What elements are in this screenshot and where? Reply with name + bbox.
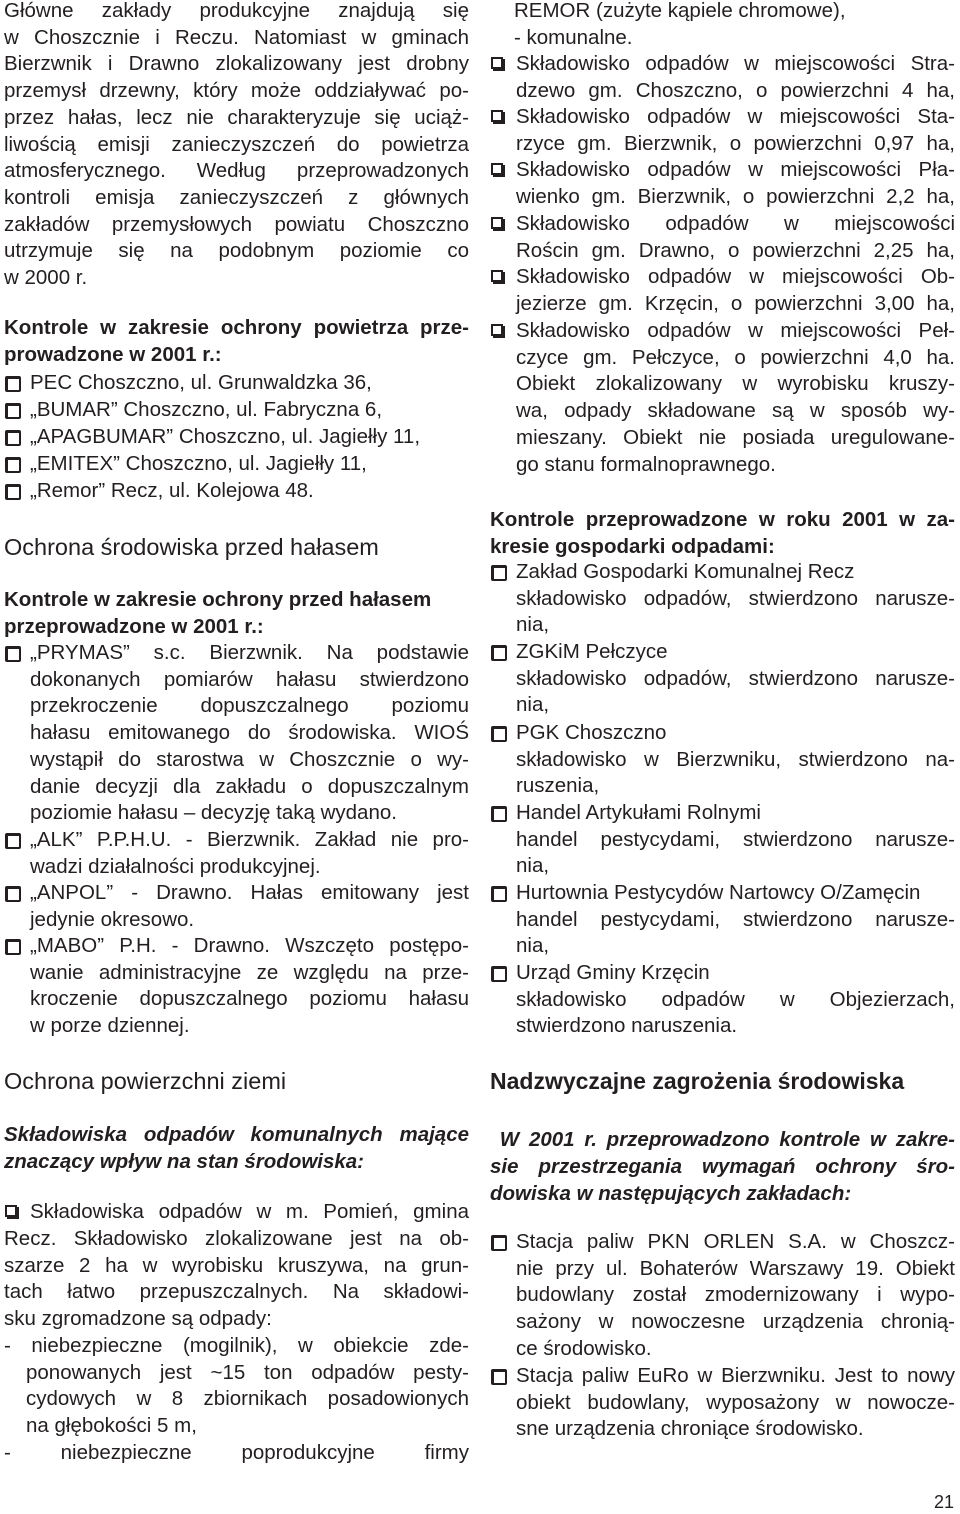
- text-line: Hurtownia Pestycydów Nartowcy O/Zamęcin: [516, 881, 921, 904]
- checkbox-bullet-icon: [5, 376, 21, 392]
- list-item: [4, 827, 469, 880]
- text-line: „ANPOL” - Drawno. Hałas emitowany jest: [30, 881, 469, 904]
- text-line: „ALK” P.P.H.U. - Bierzwnik. Zakład nie pro-: [30, 828, 469, 851]
- text-line: Składowisko odpadów w miejscowości Sta-: [516, 105, 955, 128]
- square-bullet-icon: [491, 57, 503, 69]
- text-line: - niebezpieczne (mogilnik), w obiekcie zde-: [4, 1334, 469, 1357]
- text-line: Obiekt zlokalizowany w wyrobisku kruszy-: [516, 372, 955, 396]
- square-bullet-icon: [491, 163, 503, 175]
- text-line: ce środowisko.: [516, 1336, 652, 1360]
- list-item: [490, 104, 955, 157]
- text-line: przez hałas, lecz nie charakteryzuje się uciąż-: [4, 105, 469, 129]
- text-line: Składowisko odpadów w miejscowości Pła-: [516, 158, 955, 181]
- text-line: Składowisko odpadów w miejscowości Peł-: [516, 319, 955, 342]
- square-bullet-icon: [491, 110, 503, 122]
- list-item: [4, 451, 469, 478]
- heading-line: przeprowadzone w 2001 r.:: [4, 615, 264, 638]
- list-item: [4, 397, 469, 424]
- text-line: utrzymuje się na podobnym poziomie co: [4, 239, 469, 263]
- noise-control-heading: [4, 586, 469, 640]
- text-line: przekroczenie dopuszczalnego poziomu: [30, 694, 469, 718]
- text-line: ponowanych jest ~15 ton odpadów pesty-: [26, 1360, 469, 1384]
- list-item-text: „BUMAR” Choszczno, ul. Fabryczna 6,: [30, 398, 383, 421]
- text-line: jezierze gm. Krzęcin, o powierzchni 3,00 ha,: [516, 291, 955, 315]
- text-line: budowlany został zmodernizowany i wypo-: [516, 1283, 955, 1307]
- text-line: w 2000 r.: [4, 266, 88, 290]
- text-line: dzewo gm. Choszczno, o powierzchni 4 ha,: [516, 78, 955, 102]
- text-line: handel pestycydami, stwierdzono narusze-: [516, 827, 955, 851]
- square-bullet-icon: [491, 270, 503, 282]
- checkbox-bullet-icon: [491, 726, 507, 742]
- text-line: - niebezpieczne poprodukcyjne firmy: [4, 1440, 469, 1464]
- text-line: danie decyzji dla zakładu o dopuszczalnym: [30, 774, 469, 798]
- text-line: mieszany. Obiekt nie posiada uregulowane-: [516, 425, 955, 449]
- text-line: ZGKiM Pełczyce: [516, 640, 668, 663]
- text-line: REMOR (zużyte kąpiele chromowe),: [514, 0, 846, 22]
- text-line: dokonanych pomiarów hałasu stwierdzono: [30, 667, 469, 691]
- square-bullet-icon: [491, 324, 503, 336]
- list-item-text: „APAGBUMAR” Choszczno, ul. Jagiełły 11,: [30, 425, 421, 448]
- checkbox-bullet-icon: [5, 646, 21, 662]
- section-title-emergency: Nadzwyczajne zagrożenia środowiska: [490, 1068, 905, 1094]
- text-line: szarze 2 ha w wyrobisku kruszywa, na grun-: [4, 1253, 469, 1277]
- text-line: Główne zakłady produkcyjne znajdują się: [4, 0, 469, 22]
- text-line: kroczenie dopuszczalnego poziomu hałasu: [30, 987, 469, 1011]
- list-item: [490, 1229, 955, 1363]
- heading-line: Kontrole w zakresie ochrony przed hałasem: [4, 588, 432, 611]
- text-line: PGK Choszczno: [516, 721, 667, 744]
- text-line: w Choszcznie i Reczu. Natomiast w gminach: [4, 25, 469, 49]
- list-item: [490, 157, 955, 210]
- heading-line: W 2001 r. przeprowadzono kontrole w zakre-: [490, 1128, 955, 1151]
- checkbox-bullet-icon: [5, 403, 21, 419]
- list-item: [490, 1363, 955, 1443]
- text-line: atmosferycznego. Według przeprowadzonych: [4, 159, 469, 183]
- text-line: zakładów przemysłowych powiatu Choszczno: [4, 212, 469, 236]
- text-line: hałasu emitowanego do środowiska. WIOŚ: [30, 721, 469, 745]
- checkbox-bullet-icon: [491, 1369, 507, 1385]
- text-line: nia,: [516, 934, 550, 958]
- text-line: Recz. Składowisko zlokalizowane jest na ob-: [4, 1227, 469, 1250]
- list-item: [490, 51, 955, 104]
- list-item: [4, 880, 469, 933]
- text-line: sne urządzenia chroniące środowisko.: [516, 1417, 864, 1441]
- text-line: w porze dziennej.: [30, 1014, 190, 1038]
- text-line: nia,: [516, 613, 550, 637]
- list-item: [490, 559, 955, 639]
- text-line: składowisko w Bierzwniku, stwierdzono na-: [516, 747, 955, 771]
- air-control-heading: [4, 314, 469, 368]
- heading-line: Kontrole przeprowadzone w roku 2001 w za-: [490, 508, 955, 531]
- list-item: [4, 933, 469, 1040]
- dash-list: [4, 1333, 469, 1467]
- checkbox-bullet-icon: [491, 806, 507, 822]
- text-line: wystąpił do starostwa w Choszcznie o wy-: [30, 747, 469, 771]
- text-line: sku zgromadzone są odpady:: [4, 1307, 272, 1331]
- text-line: składowisko odpadów w Objezierzach,: [516, 987, 955, 1011]
- checkbox-bullet-icon: [5, 484, 21, 500]
- text-line: składowisko odpadów, stwierdzono narusze-: [516, 586, 955, 610]
- checkbox-bullet-icon: [5, 833, 21, 849]
- text-line: przemysł drzewny, który może oddziaływać po-: [4, 79, 469, 103]
- text-line: wanie administracyjne ze względu na prze-: [30, 960, 469, 984]
- text-line: sażony w nowoczesne urządzenia chronią-: [516, 1310, 955, 1334]
- intro-paragraph: [4, 0, 469, 292]
- text-line: Zakład Gospodarki Komunalnej Recz: [516, 560, 855, 583]
- text-line: Stacja paliw EuRo w Bierzwniku. Jest to nowy: [516, 1364, 955, 1387]
- text-line: Składowiska odpadów w m. Pomień, gmina: [30, 1200, 469, 1223]
- text-line: wienko gm. Bierzwnik, o powierzchni 2,2 ha,: [516, 184, 955, 208]
- text-line: wadzi działalności produkcyjnej.: [30, 854, 321, 878]
- text-line: Stacja paliw PKN ORLEN S.A. w Choszcz-: [516, 1230, 955, 1253]
- text-line: nia,: [516, 854, 550, 878]
- text-line: „MABO” P.H. - Drawno. Wszczęto postępo-: [30, 934, 469, 957]
- text-line: - komunalne.: [514, 25, 633, 49]
- list-item: [490, 639, 955, 719]
- heading-line: znaczący wpływ na stan środowiska:: [4, 1150, 365, 1173]
- section-title-noise: Ochrona środowiska przed hałasem: [4, 534, 379, 560]
- text-line: jedynie okresowo.: [30, 907, 195, 931]
- list-item: [490, 318, 955, 478]
- text-line: Handel Artykułami Rolnymi: [516, 801, 761, 824]
- list-item: [490, 211, 955, 264]
- checkbox-bullet-icon: [491, 966, 507, 982]
- square-bullet-icon: [491, 217, 503, 229]
- continued-list: [514, 0, 955, 51]
- list-item: [490, 880, 955, 960]
- list-item: [490, 720, 955, 800]
- text-line: czyce gm. Pełczyce, o powierzchni 4,0 ha.: [516, 345, 955, 369]
- text-line: tach łatwo przepuszczalnych. Na składowi-: [4, 1280, 469, 1304]
- text-line: rzyce gm. Bierzwnik, o powierzchni 0,97 ha,: [516, 131, 955, 155]
- text-line: Rościn gm. Drawno, o powierzchni 2,25 ha,: [516, 238, 955, 262]
- checkbox-bullet-icon: [491, 565, 507, 581]
- text-line: składowisko odpadów, stwierdzono narusze-: [516, 666, 955, 690]
- landfill-heading: [4, 1121, 469, 1175]
- text-line: nia,: [516, 693, 550, 717]
- list-item: [4, 424, 469, 451]
- checkbox-bullet-icon: [5, 430, 21, 446]
- checkbox-bullet-icon: [5, 939, 21, 955]
- text-line: na głębokości 5 m,: [26, 1414, 197, 1438]
- checkbox-bullet-icon: [5, 886, 21, 902]
- text-line: Składowisko odpadów w miejscowości Ob-: [516, 265, 955, 288]
- text-line: handel pestycydami, stwierdzono narusze-: [516, 907, 955, 931]
- checkbox-bullet-icon: [5, 457, 21, 473]
- heading-line: dowiska w następujących zakładach:: [490, 1182, 852, 1205]
- text-line: go stanu formalnoprawnego.: [516, 452, 776, 476]
- text-line: ruszenia,: [516, 774, 600, 798]
- waste-control-heading: [490, 506, 955, 560]
- text-line: liwością emisji zanieczyszczeń do powietrza: [4, 132, 469, 156]
- checkbox-bullet-icon: [491, 645, 507, 661]
- checkbox-bullet-icon: [491, 1235, 507, 1251]
- list-item-text: PEC Choszczno, ul. Grunwaldzka 36,: [30, 371, 372, 394]
- text-line: poziomie hałasu – decyzję taką wydano.: [30, 801, 397, 825]
- list-item: [4, 640, 469, 827]
- list-item: [490, 960, 955, 1040]
- text-line: wa, odpady składowane są w sposób wy-: [516, 399, 955, 423]
- text-line: stwierdzono naruszenia.: [516, 1014, 738, 1038]
- text-line: Urząd Gminy Krzęcin: [516, 961, 710, 984]
- list-item: [490, 800, 955, 880]
- text-line: Składowisko odpadów w miejscowości: [516, 212, 955, 235]
- heading-line: kresie gospodarki odpadami:: [490, 535, 775, 558]
- list-item-text: „EMITEX” Choszczno, ul. Jagiełły 11,: [30, 452, 367, 475]
- list-item: [490, 264, 955, 317]
- list-item: [4, 1199, 469, 1226]
- text-line: obiekt budowlany, wyposażony w nowocze-: [516, 1390, 955, 1414]
- section-title-soil: Ochrona powierzchni ziemi: [4, 1068, 287, 1094]
- emergency-heading: [490, 1126, 955, 1207]
- text-line: „PRYMAS” s.c. Bierzwnik. Na podstawie: [30, 641, 469, 664]
- list-item: [4, 370, 469, 397]
- square-bullet-icon: [5, 1205, 17, 1217]
- text-line: cydowych w 8 zbiornikach posadowionych: [26, 1387, 469, 1411]
- list-item: [4, 478, 469, 505]
- text-line: nie przy ul. Bohaterów Warszawy 19. Obiekt: [516, 1256, 955, 1280]
- heading-line: sie przestrzegania wymagań ochrony śro-: [490, 1155, 955, 1178]
- list-item-text: „Remor” Recz, ul. Kolejowa 48.: [30, 479, 314, 502]
- text-line: Bierzwnik i Drawno zlokalizowany jest drobny: [4, 52, 469, 76]
- landfill-description: [4, 1226, 469, 1333]
- heading-line: Składowiska odpadów komunalnych mające: [4, 1123, 469, 1146]
- text-line: Składowisko odpadów w miejscowości Stra-: [516, 52, 955, 75]
- heading-line: prowadzone w 2001 r.:: [4, 343, 222, 366]
- checkbox-bullet-icon: [491, 886, 507, 902]
- text-line: kontroli emisja zanieczyszczeń z głównych: [4, 185, 469, 209]
- page-number: 21: [933, 1492, 954, 1512]
- heading-line: Kontrole w zakresie ochrony powietrza prze-: [4, 316, 469, 339]
